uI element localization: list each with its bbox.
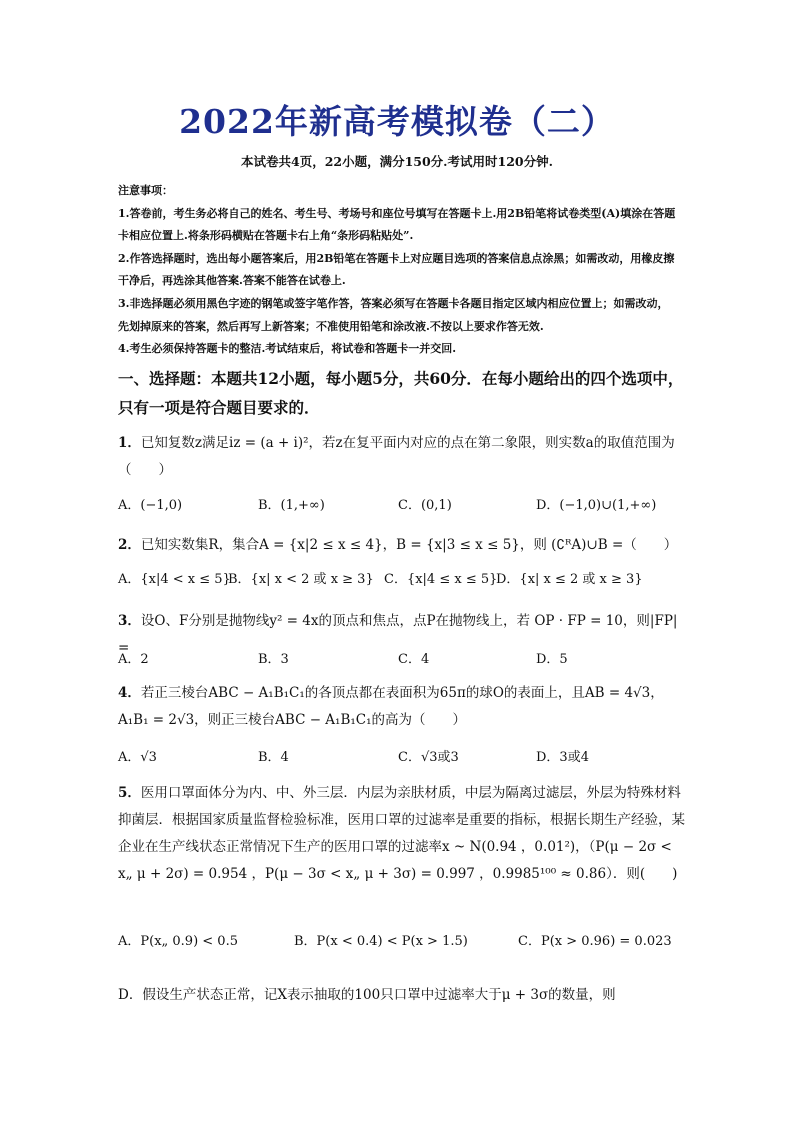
question-1-options <box>118 494 688 516</box>
question-number: 5． <box>118 785 141 801</box>
question-1 <box>118 430 688 484</box>
question-number: 1． <box>118 435 141 451</box>
option-b: B．(1,+∞) <box>258 498 325 513</box>
option-d: D．(−1,0)∪(1,+∞) <box>536 498 657 513</box>
option-b: B．P(x < 0.4) < P(x > 1.5) <box>294 934 468 949</box>
option-a: A．√3 <box>118 750 157 765</box>
question-5-option-d: D．假设生产状态正常，记X表示抽取的100只口罩中过滤率大于μ + 3σ的数量，则 <box>118 987 616 1003</box>
question-stem: 若正三棱台ABC − A₁B₁C₁的各顶点都在表面积为65π的球O的表面上，且AB = 4√3，A₁B₁ = 2√3，则正三棱台ABC − A₁B₁C₁的高为（ ） <box>118 685 664 728</box>
question-5 <box>118 780 688 888</box>
notes-block <box>118 180 678 361</box>
note-item-1: 1.答卷前，考生务必将自己的姓名、考生号、考场号和座位号填写在答题卡上.用2B铅笔将试卷类型(A)填涂在答题卡相应位置上.将条形码横贴在答题卡右上角“条形码粘贴处”. <box>118 206 676 243</box>
question-4-options <box>118 746 688 768</box>
option-d: D．{x| x ≤ 2 或 x ≥ 3} <box>496 572 643 587</box>
section-heading: 一、选择题：本题共12小题，每小题5分，共60分．在每小题给出的四个选项中，只有一项是符合题目要求的． <box>118 369 684 417</box>
option-b: B．{x| x < 2 或 x ≥ 3} <box>228 572 374 587</box>
question-number: 2． <box>118 537 141 553</box>
question-3-options <box>118 648 688 670</box>
question-number: 3． <box>118 613 141 629</box>
option-a: A．2 <box>118 652 149 667</box>
question-2 <box>118 532 688 559</box>
option-c: C．4 <box>398 652 430 667</box>
option-a: A．{x|4 < x ≤ 5} <box>118 572 231 587</box>
note-item-2: 2.作答选择题时，选出每小题答案后，用2B铅笔在答题卡上对应题目选项的答案信息点涂黑；如需改动，用橡皮擦干净后，再选涂其他答案.答案不能答在试卷上. <box>118 251 675 288</box>
option-a: A．(−1,0) <box>118 498 183 513</box>
option-c: C．√3或3 <box>398 750 459 765</box>
question-stem: 医用口罩面体分为内、中、外三层．内层为亲肤材质，中层为隔离过滤层，外层为特殊材料抑菌层．根据国家质量监督检验标准，医用口罩的过滤率是重要的指标，根据长期生产经验，某企业在生产线状态正常情况下生产的医用口罩的过滤率x ~ N(0.94 ，0.01²)，（P(μ − 2σ < x„ μ + 2σ) = 0.954 ，P(μ − 3σ < x„ μ + 3σ) = 0.997 ，0.9985¹⁰⁰ ≈ 0.86）．则( ) <box>118 785 685 882</box>
exam-title: 2022年新高考模拟卷（二） <box>179 102 615 141</box>
question-number: 4． <box>118 685 141 701</box>
note-item-4: 4.考生必须保持答题卡的整洁.考试结束后，将试卷和答题卡一并交回. <box>118 342 457 356</box>
option-a: A．P(x„ 0.9) < 0.5 <box>118 934 238 949</box>
option-d: D．5 <box>536 652 568 667</box>
option-b: B．4 <box>258 750 289 765</box>
question-5-options <box>118 930 688 952</box>
option-c: C．{x|4 ≤ x ≤ 5} <box>384 572 498 587</box>
option-d: D．3或4 <box>536 750 589 765</box>
option-c: C．(0,1) <box>398 498 452 513</box>
option-b: B．3 <box>258 652 289 667</box>
question-stem: 已知实数集R，集合A = {x|2 ≤ x ≤ 4}，B = {x|3 ≤ x ≤ 5}，则 (∁ᴿA)∪B =（ ） <box>140 537 678 553</box>
note-item-3: 3.非选择题必须用黑色字迹的钢笔或签字笔作答，答案必须写在答题卡各题目指定区域内相应位置上；如需改动，先划掉原来的答案，然后再写上新答案；不准使用铅笔和涂改液.不按以上要求作答无效. <box>118 296 669 333</box>
exam-subtitle: 本试卷共4页，22小题，满分150分.考试用时120分钟. <box>241 154 553 169</box>
question-stem: 设O、F分别是抛物线y² = 4x的顶点和焦点，点P在抛物线上，若 OP · FP = 10，则|FP| = <box>118 613 678 656</box>
question-stem: 已知复数z满足iz = (a + i)²，若z在复平面内对应的点在第二象限，则实数a的取值范围为（ ） <box>118 435 675 478</box>
notes-heading: 注意事项： <box>118 184 173 197</box>
question-4 <box>118 680 688 734</box>
question-2-options <box>118 568 688 590</box>
option-c: C．P(x > 0.96) = 0.023 <box>518 934 672 949</box>
